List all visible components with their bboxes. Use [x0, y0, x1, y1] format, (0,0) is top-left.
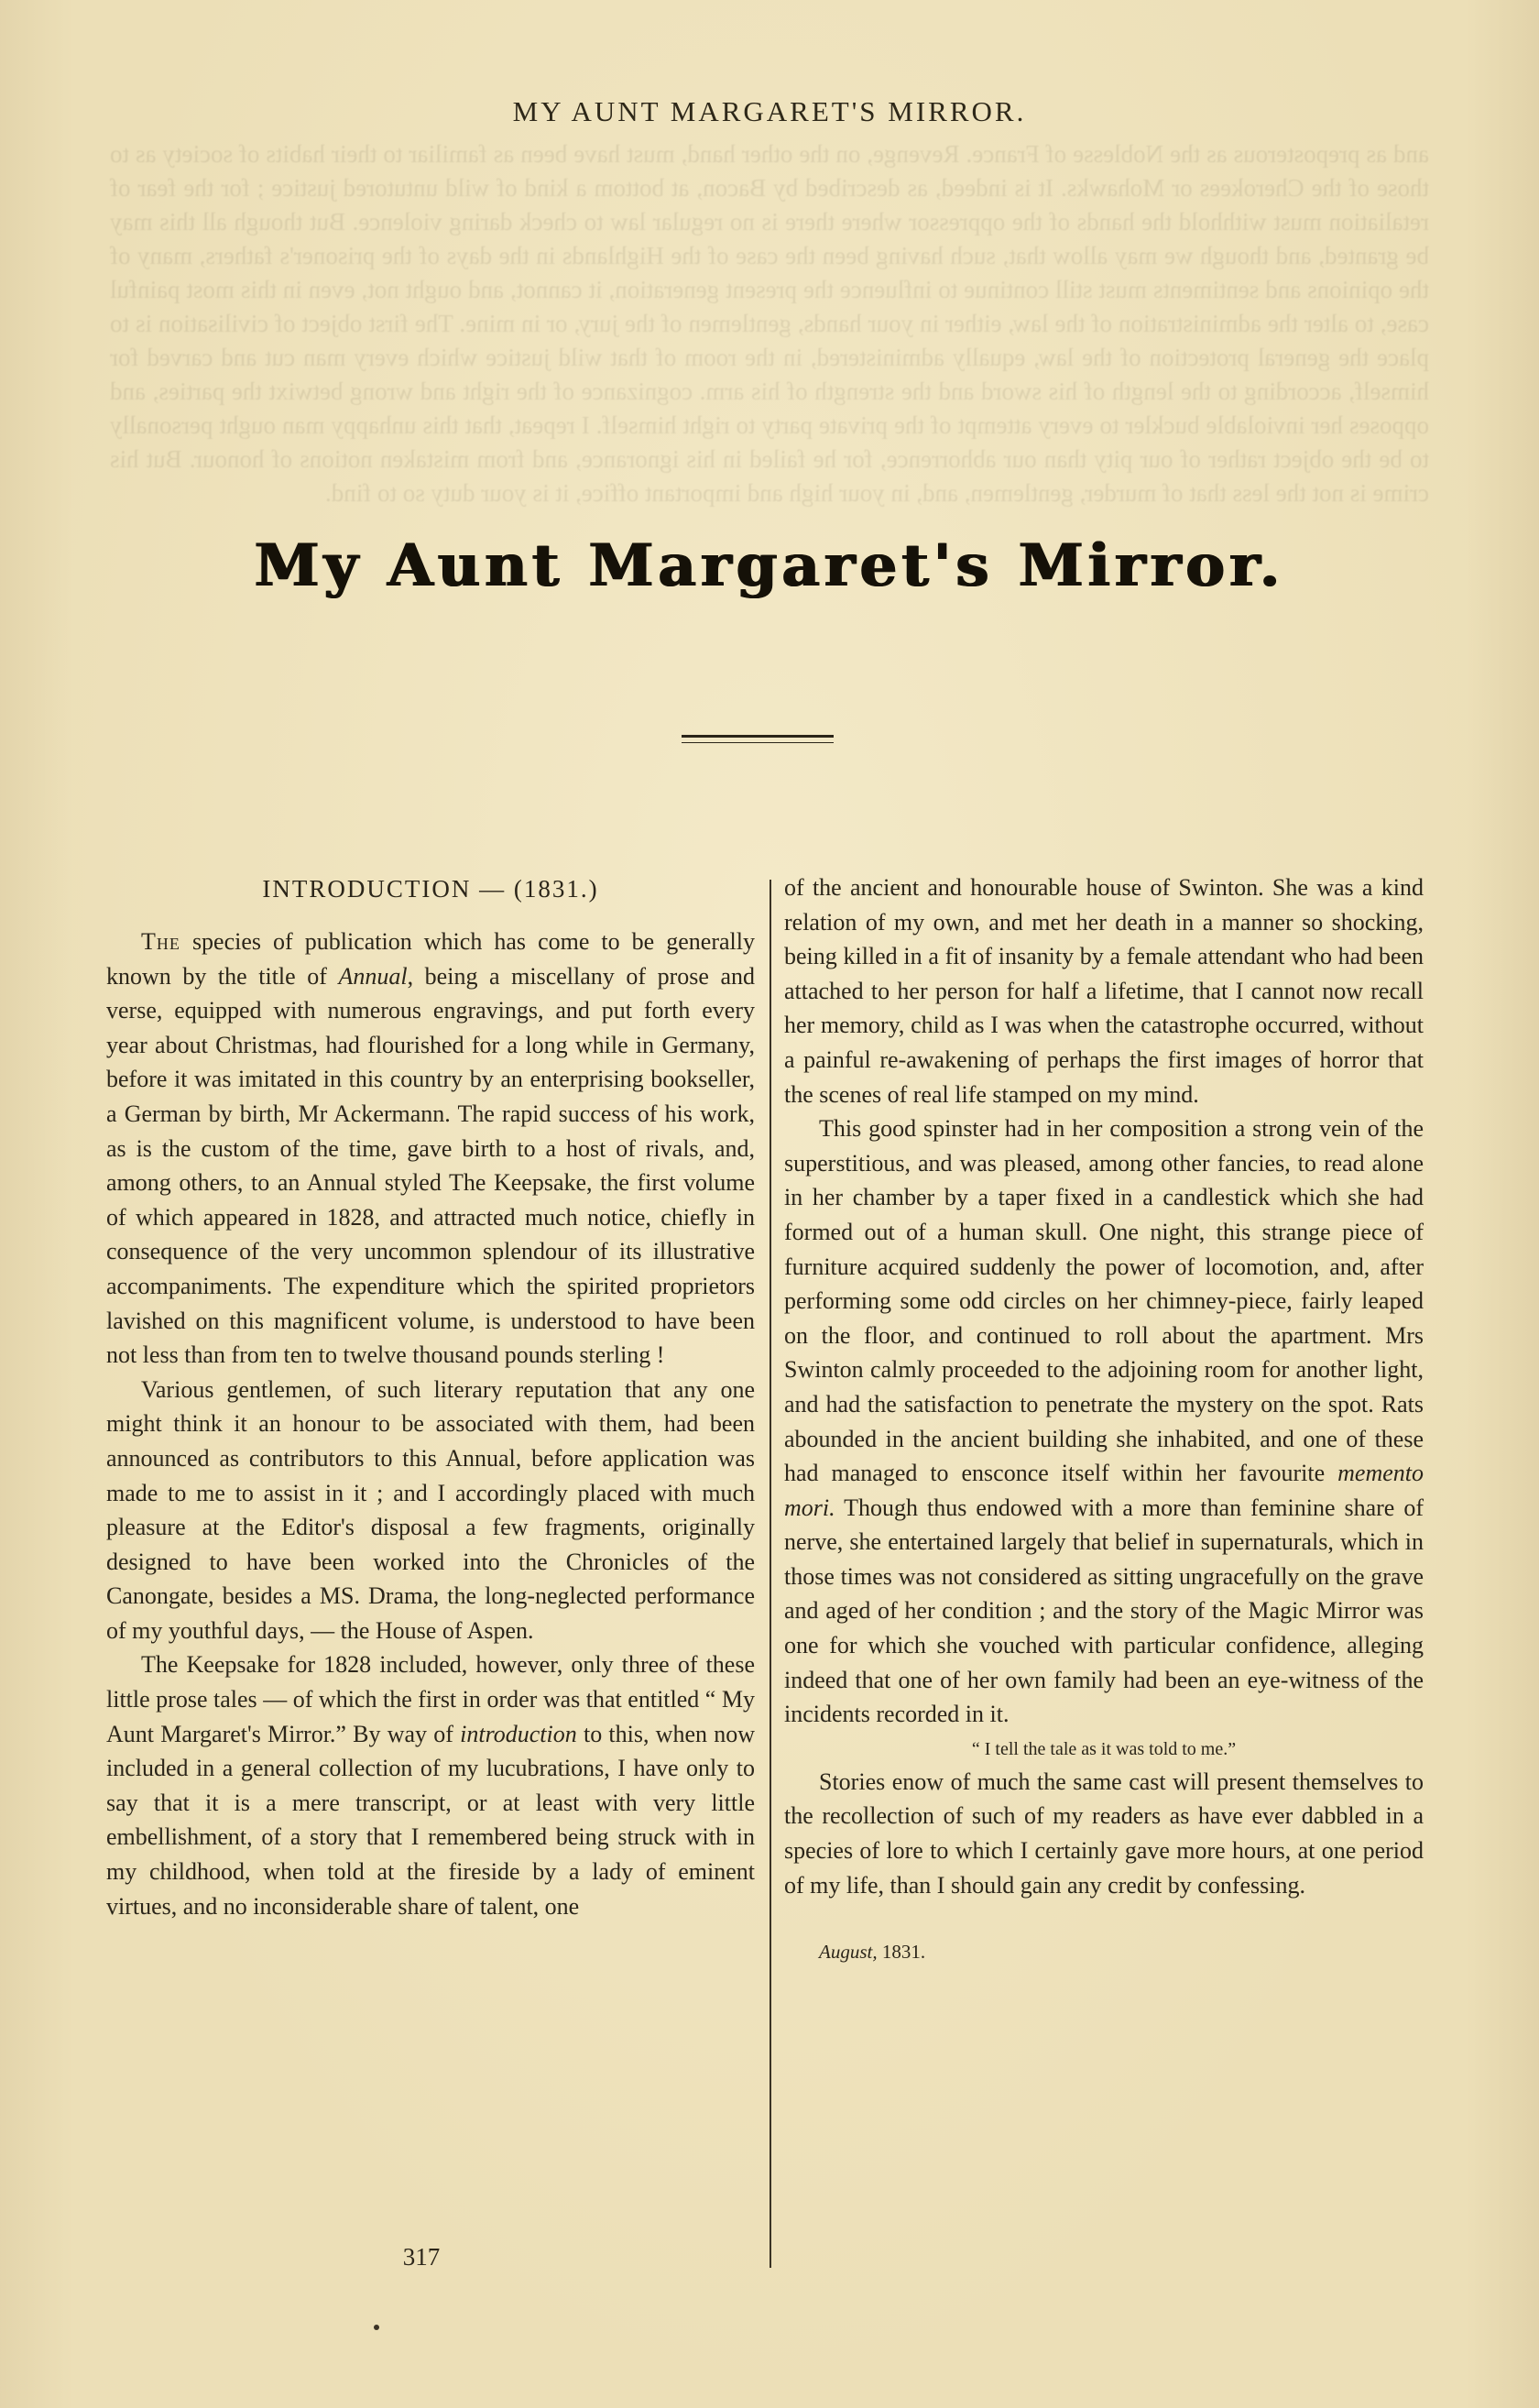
running-head: MY AUNT MARGARET'S MIRROR.: [512, 95, 1027, 127]
paragraph-opening-word: The: [141, 928, 180, 955]
paragraph-text: , being a miscellany of prose and verse, equipped with numerous engravings, and put forth every year about Christmas, had flourished for a long while in Germany, before it was imitated in this country by an enterprising bookseller, a German by birth, Mr Ackermann. The rapid success of his work, as is the custom of the time, gave birth to a host of rivals, and, among others, to an Annual styled The Keepsake, the first volume of which appeared in 1828, and attracted much notice, chiefly in consequence of the very uncommon splendour of its illustrative accompaniments. The expenditure which the spirited proprietors lavished on this magnificent volume, is understood to have been not less than from ten to twelve thousand pounds sterling !: [106, 962, 755, 1369]
emphasis-text: memento mori.: [784, 1460, 1424, 1521]
paragraph: [106, 925, 755, 1373]
paragraph: Stories enow of much the same cast will present themselves to the recollection of such of my readers as have ever dabbled in a species of lore to which I certainly gave more hours, at one period of my life, than I should gain any credit by confessing.: [784, 1768, 1424, 1899]
page-number: 317: [402, 2243, 441, 2271]
paragraph-text: This good spinster had in her composition a strong vein of the superstitious, and was pleased, among other fancies, to read alone in her chamber by a taper fixed in a candlestick which she had formed out of a human skull. One night, this strange piece of furniture acquired suddenly the power of locomotion, and, after performing some odd circles on her chimney-piece, fairly leaped on the floor, and continued to roll about the apartment. Mrs Swinton calmly proceeded to the adjoining room for another light, and had the satisfaction to penetrate the mystery on the spot. Rats abounded in the ancient building she inhabited, and one of these had managed to ensconce itself within her favourite: [784, 1115, 1424, 1487]
paragraph: [784, 1111, 1424, 1732]
left-column: [106, 870, 755, 1923]
right-column: [784, 870, 1424, 1970]
paragraph: Various gentlemen, of such literary reputation that any one might think it an honour to be associated with them, had been announced as contributors to this Annual, before application was made to me to assist in it ; and I accordingly placed with much pleasure at the Editor's disposal a few fragments, originally designed to have been worked into the Chronicles of the Canongate, besides a MS. Drama, the long-neglected performance of my youthful days, — the House of Aspen.: [106, 1375, 755, 1644]
column-divider: [770, 880, 771, 2268]
date-signoff: [784, 1935, 1424, 1970]
ink-dot: [374, 2325, 379, 2330]
signoff-month: August,: [819, 1941, 878, 1964]
paragraph-text: The Keepsake for 1828 included, however, only three of these little prose tales — of which the first in order was that entitled “ My Aunt Margaret's Mirror.” By way of: [106, 1651, 755, 1747]
title-rule-thin: [682, 742, 834, 743]
paragraph-text: to this, when now included in a general collection of my lucubrations, I have only to say that it is a mere transcript, or at least with very little embellishment, of a story that I remembered being struck with in my childhood, when told at the fireside by a lady of eminent virtues, and no inconsiderable share of talent, one: [106, 1720, 755, 1920]
paragraph: [106, 1647, 755, 1923]
epigraph-quote: “ I tell the tale as it was told to me.”: [971, 1738, 1237, 1759]
paragraph-text: species of publication which has come to be generally known by the title of: [106, 928, 755, 990]
paragraph-text: Though thus endowed with a more than feminine share of nerve, she entertained largely that belief in supernaturals, which in those times was not considered as sitting ungracefully on the grave and aged of her condition ; and the story of the Magic Mirror was one for which she vouched with particular confidence, alleging indeed that one of her own family had been an eye-witness of the incidents recorded in it.: [784, 1494, 1424, 1728]
emphasis-text: Annual: [338, 962, 408, 990]
page-title: My Aunt Margaret's Mirror.: [254, 531, 1285, 600]
signoff-year: 1831.: [881, 1941, 926, 1964]
emphasis-text: introduction: [460, 1720, 577, 1747]
paragraph: of the ancient and honourable house of Swinton. She was a kind relation of my own, and met her death in a manner so shocking, being killed in a fit of insanity by a female attendant who had been attached to her person for half a lifetime, that I cannot now recall her memory, child as I was when the catastrophe occurred, without a painful re-awakening of perhaps the first images of horror that the scenes of real life stamped on my mind.: [784, 874, 1424, 1108]
intro-heading: INTRODUCTION — (1831.): [262, 875, 599, 903]
title-rule-thick: [682, 735, 834, 738]
bleed-through-text: and as preposterous as the Noblesse of France. Revenge, on the other hand, must have been as familiar to their habits of society as to those of the Cherokees or Mohawks. It is indeed, as described by Bacon, at bottom a kind of wild untutored justice ; for the fear of retaliation must withhold the hands of the oppressor where there is no regular law to check daring violence. But though all this may be granted, and though we may allow that, such having been the case of the Highlands in the days of the prisoner's fathers, many of the opinions and sentiments must still continue to influence the present generation, it cannot, and ought not, even in this most painful case, to alter the administration of the law, either in your hands, gentlemen of the jury, or in mine. The first object of civilisation is to place the general protection of the law, equally administered, in the room of that wild justice which every man cut and carved for himself, according to the length of his sword and the strength of his arm. cognizance of the right and wrong betwixt the parties, and opposes her inviolable buckler to every attempt of the private party to right himself. I repeat, that this unhappy man ought personally to be the object rather of our pity than our abhorrence, for he failed in his ignorance, and from mistaken notions of honour. But his crime is not the less that of murder, gentlemen, and, in your high and important office, it is your duty so to find.: [110, 140, 1429, 507]
